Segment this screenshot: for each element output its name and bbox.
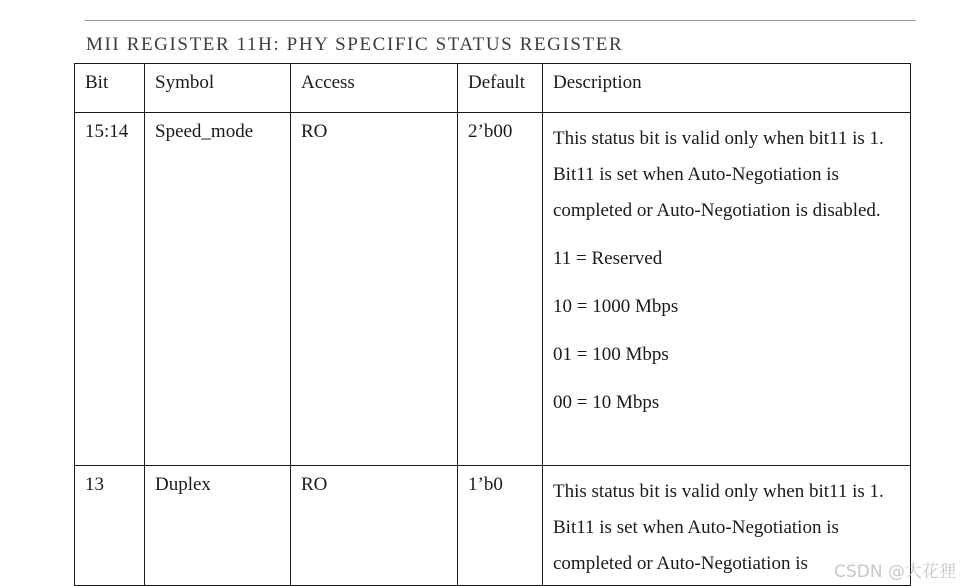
description-text: This status bit is valid only when bit11 is 1. Bit11 is set when Auto-Negotiation is completed or Auto-Negotiation is disabled. bbox=[553, 128, 884, 221]
header-default: Default bbox=[458, 64, 543, 113]
option-line: 10 = 1000 Mbps bbox=[553, 296, 679, 317]
cell-access: RO bbox=[291, 466, 458, 586]
header-access: Access bbox=[291, 64, 458, 113]
watermark: CSDN @大花狸 bbox=[834, 562, 956, 582]
register-table bbox=[74, 63, 911, 586]
cell-access: RO bbox=[291, 113, 458, 466]
cell-description bbox=[543, 113, 911, 466]
header-symbol: Symbol bbox=[145, 64, 291, 113]
table-row bbox=[75, 113, 911, 466]
header-description: Description bbox=[543, 64, 911, 113]
table-row bbox=[75, 466, 911, 586]
top-divider bbox=[85, 20, 916, 21]
cell-bit: 13 bbox=[75, 466, 145, 586]
description-text: This status bit is valid only when bit11 is 1. Bit11 is set when Auto-Negotiation is completed or Auto-Negotiation is bbox=[553, 481, 884, 574]
option-line: 00 = 10 Mbps bbox=[553, 392, 660, 413]
cell-default: 2’b00 bbox=[458, 113, 543, 466]
cell-symbol: Duplex bbox=[145, 466, 291, 586]
table-header-row bbox=[75, 64, 911, 113]
option-line: 11 = Reserved bbox=[553, 248, 663, 269]
cell-bit: 15:14 bbox=[75, 113, 145, 466]
header-bit: Bit bbox=[75, 64, 145, 113]
section-title: MII REGISTER 11H: PHY SPECIFIC STATUS REGISTER bbox=[86, 34, 624, 55]
cell-default: 1’b0 bbox=[458, 466, 543, 586]
cell-symbol: Speed_mode bbox=[145, 113, 291, 466]
option-line: 01 = 100 Mbps bbox=[553, 344, 669, 365]
